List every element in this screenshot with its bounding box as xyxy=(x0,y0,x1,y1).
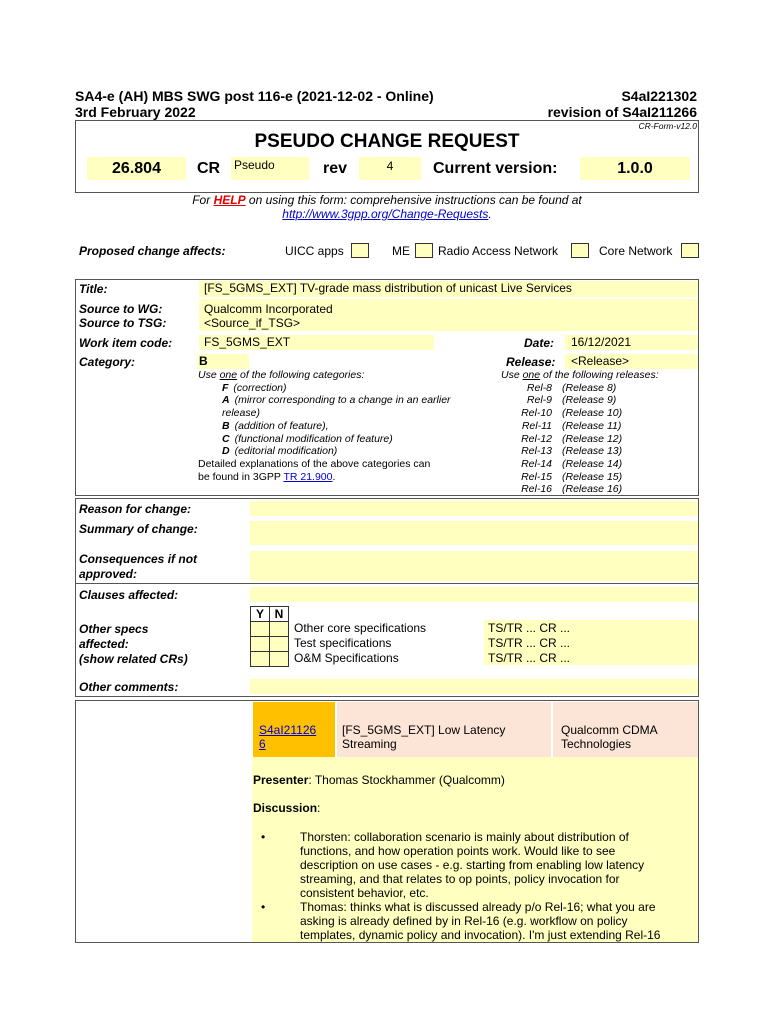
release-item xyxy=(510,458,690,471)
help-word[interactable]: HELP xyxy=(213,193,246,207)
categories-intro xyxy=(198,369,364,382)
form-title: PSEUDO CHANGE REQUEST xyxy=(254,131,520,152)
n-cell[interactable] xyxy=(270,622,289,637)
n-cell[interactable] xyxy=(270,652,289,667)
release-code: Rel-12 xyxy=(521,432,552,445)
categories-intro-one: one xyxy=(219,369,238,381)
clauses-label: Clauses affected: xyxy=(79,588,179,602)
presenter-label: Presenter xyxy=(253,773,309,787)
presenter-line xyxy=(253,773,505,787)
y-cell[interactable] xyxy=(251,652,270,667)
company-line-2: Technologies xyxy=(561,737,632,751)
consequences-value xyxy=(250,551,698,581)
category-code: B xyxy=(222,419,230,432)
affects-label: Proposed change affects: xyxy=(79,244,226,258)
category-code: D xyxy=(222,445,230,458)
other-specs-label-3: (show related CRs) xyxy=(79,652,188,666)
help-url-link[interactable]: http://www.3gpp.org/Change-Requests xyxy=(282,207,489,221)
release-item xyxy=(510,382,690,395)
release-desc: (Release 8) xyxy=(562,381,617,394)
doc-title-line-1: [FS_5GMS_EXT] Low Latency xyxy=(342,723,506,737)
category-label: Category: xyxy=(79,355,136,369)
category-desc: (correction) xyxy=(233,381,287,394)
category-item xyxy=(222,420,492,433)
discussion-colon: : xyxy=(317,801,321,815)
reason-value xyxy=(250,501,698,516)
bullet-line: consistent behavior, etc. xyxy=(300,886,429,900)
other-specs-label-1: Other specs xyxy=(79,622,149,636)
bullet-line: streaming, and that relates to op points, policy invocation for xyxy=(300,872,620,886)
me-label: ME xyxy=(392,244,410,258)
other-comments-label: Other comments: xyxy=(79,680,179,694)
spec-ref: TS/TR ... CR ... xyxy=(488,636,571,650)
bullet-line: functions, and how operation points work. Would like to see xyxy=(300,844,616,858)
categories-explain-2-pre: be found in 3GPP xyxy=(198,470,284,483)
doc-title-line-2: Streaming xyxy=(342,737,397,751)
bullet-glyph: • xyxy=(261,900,266,914)
categories-explain-1: Detailed explanations of the above categories can xyxy=(198,457,431,470)
me-checkbox[interactable] xyxy=(415,243,433,258)
summary-label: Summary of change: xyxy=(79,522,198,536)
doc-link[interactable] xyxy=(259,723,333,751)
discussion-label: Discussion xyxy=(253,801,318,815)
consequences-label-1: Consequences if not xyxy=(79,552,198,566)
category-list xyxy=(222,382,492,458)
doc-link-line-1[interactable]: S4aI21126 xyxy=(259,723,317,737)
summary-value xyxy=(250,521,698,545)
categories-explain-2 xyxy=(198,471,335,484)
bullet-line: asking is already defined by in Rel-16 (e.g. workflow on policy xyxy=(300,914,628,928)
spec-row xyxy=(294,621,698,636)
category-item xyxy=(222,382,492,395)
core-checkbox[interactable] xyxy=(681,243,699,258)
release-item xyxy=(510,420,690,433)
release-item xyxy=(510,471,690,484)
consequences-label-2: approved: xyxy=(79,567,138,581)
doc-number: S4aI221302 xyxy=(621,88,697,104)
release-desc: (Release 14) xyxy=(562,457,623,470)
category-code: F xyxy=(222,381,229,394)
revision-of: revision of S4aI211266 xyxy=(547,104,697,120)
categories-explain-2-post: . xyxy=(332,470,336,483)
release-code: Rel-9 xyxy=(526,394,552,407)
release-desc: (Release 12) xyxy=(562,432,623,445)
meeting-title: SA4-e (AH) MBS SWG post 116-e (2021-12-02 - Online) xyxy=(75,88,434,104)
doc-title xyxy=(342,723,547,751)
source-wg-value: Qualcomm Incorporated xyxy=(204,302,333,316)
release-code: Rel-10 xyxy=(521,407,552,420)
rev-value: 4 xyxy=(359,157,421,180)
spec-ref: TS/TR ... CR ... xyxy=(488,621,571,635)
release-item xyxy=(510,407,690,420)
rev-label: rev xyxy=(323,160,348,177)
y-header: Y xyxy=(251,607,270,622)
cr-value: Pseudo xyxy=(231,157,309,180)
release-value: <Release> xyxy=(565,354,698,369)
source-tsg-value: <Source_if_TSG> xyxy=(204,316,301,330)
release-desc: (Release 11) xyxy=(562,419,622,432)
y-cell[interactable] xyxy=(251,622,270,637)
category-desc: (mirror corresponding to a change in an earlier xyxy=(234,394,451,407)
release-code: Rel-15 xyxy=(521,470,552,483)
spec-rows xyxy=(294,621,698,666)
current-version-value: 1.0.0 xyxy=(580,157,690,180)
spec-number: 26.804 xyxy=(87,157,186,180)
spec-name: Test specifications xyxy=(294,636,392,650)
release-item xyxy=(510,445,690,458)
releases-intro-one: one xyxy=(522,369,541,381)
help-url-line xyxy=(75,207,699,221)
release-desc: (Release 15) xyxy=(562,470,623,483)
bullet-line: description on use cases - e.g. starting from enabling low latency xyxy=(300,858,645,872)
category-item xyxy=(222,445,492,458)
spec-name: O&M Specifications xyxy=(294,651,399,665)
work-item-label: Work item code: xyxy=(79,336,173,350)
spec-row xyxy=(294,636,698,651)
reason-label: Reason for change: xyxy=(79,502,192,516)
category-code: A xyxy=(222,394,230,407)
release-label: Release: xyxy=(506,355,556,369)
release-code: Rel-8 xyxy=(526,381,552,394)
help-suffix: on using this form: comprehensive instructions can be found at xyxy=(245,193,582,207)
uicc-checkbox[interactable] xyxy=(351,243,369,258)
company-line-1: Qualcomm CDMA xyxy=(561,723,658,737)
uicc-label: UICC apps xyxy=(285,244,344,258)
category-desc: (addition of feature), xyxy=(234,419,329,432)
release-item xyxy=(510,483,690,496)
company xyxy=(561,723,695,751)
spec-name: Other core specifications xyxy=(294,621,427,635)
release-item xyxy=(510,433,690,446)
y-cell[interactable] xyxy=(251,637,270,652)
core-label: Core Network xyxy=(599,244,673,258)
release-desc: (Release 16) xyxy=(562,483,623,496)
release-list xyxy=(510,382,690,496)
help-text xyxy=(75,193,699,207)
spec-row xyxy=(294,651,698,666)
category-value: B xyxy=(197,354,249,369)
date-label: Date: xyxy=(524,336,555,350)
meeting-date: 3rd February 2022 xyxy=(75,104,196,120)
category-desc: release) xyxy=(222,407,260,420)
form-version: CR-Form-v12.0 xyxy=(638,121,697,131)
help-url-suffix: . xyxy=(488,207,492,221)
categories-intro-post: of the following categories: xyxy=(237,369,365,381)
category-code: C xyxy=(222,432,230,445)
bullet-line: Thorsten: collaboration scenario is mainly about distribution of xyxy=(300,830,629,844)
cr-label: CR xyxy=(197,160,221,177)
other-comments-value xyxy=(250,679,698,694)
bullet-line: Thomas: thinks what is discussed already p/o Rel-16; what you are xyxy=(300,900,656,914)
clauses-value xyxy=(250,587,698,602)
release-desc: (Release 10) xyxy=(562,407,623,420)
ran-checkbox[interactable] xyxy=(571,243,589,258)
n-header: N xyxy=(270,607,289,622)
source-tsg-label: Source to TSG: xyxy=(79,316,167,330)
work-item-value: FS_5GMS_EXT xyxy=(199,335,434,350)
spec-ref: TS/TR ... CR ... xyxy=(488,651,571,665)
release-code: Rel-13 xyxy=(521,445,552,458)
current-version-label: Current version: xyxy=(433,160,558,177)
releases-intro-pre: Use xyxy=(501,369,523,381)
category-item xyxy=(222,394,492,407)
n-cell[interactable] xyxy=(270,637,289,652)
doc-link-line-2[interactable]: 6 xyxy=(259,737,266,751)
yn-table xyxy=(250,606,289,667)
release-item xyxy=(510,394,690,407)
discussion-bullets xyxy=(253,830,698,942)
title-label: Title: xyxy=(79,282,108,296)
other-specs-label-2: affected: xyxy=(79,637,129,651)
title-value: [FS_5GMS_EXT] TV-grade mass distribution of unicast Live Services xyxy=(199,281,698,297)
ran-label: Radio Access Network xyxy=(438,244,559,258)
release-desc: (Release 13) xyxy=(562,445,623,458)
releases-intro xyxy=(501,369,659,382)
bullet-line: templates, dynamic policy and invocation). I'm just extending Rel-16 xyxy=(300,928,661,942)
category-item xyxy=(222,407,492,420)
tr-21900-link[interactable]: TR 21.900 xyxy=(283,470,333,483)
help-prefix: For xyxy=(192,193,214,207)
discussion-line xyxy=(253,801,320,815)
categories-intro-pre: Use xyxy=(198,369,220,381)
release-code: Rel-16 xyxy=(521,483,552,496)
presenter-value: : Thomas Stockhammer (Qualcomm) xyxy=(308,773,505,787)
reasons-divider xyxy=(76,583,698,584)
category-desc: (editorial modification) xyxy=(234,445,338,458)
releases-intro-post: of the following releases: xyxy=(540,369,659,381)
discussion-bullet xyxy=(253,900,698,942)
category-desc: (functional modification of feature) xyxy=(234,432,393,445)
release-code: Rel-11 xyxy=(521,419,552,432)
category-item xyxy=(222,433,492,446)
release-desc: (Release 9) xyxy=(562,394,617,407)
bullet-glyph: • xyxy=(261,830,266,844)
release-code: Rel-14 xyxy=(521,457,552,470)
discussion-bullet xyxy=(253,830,698,900)
source-wg-label: Source to WG: xyxy=(79,302,163,316)
date-value: 16/12/2021 xyxy=(565,335,698,350)
